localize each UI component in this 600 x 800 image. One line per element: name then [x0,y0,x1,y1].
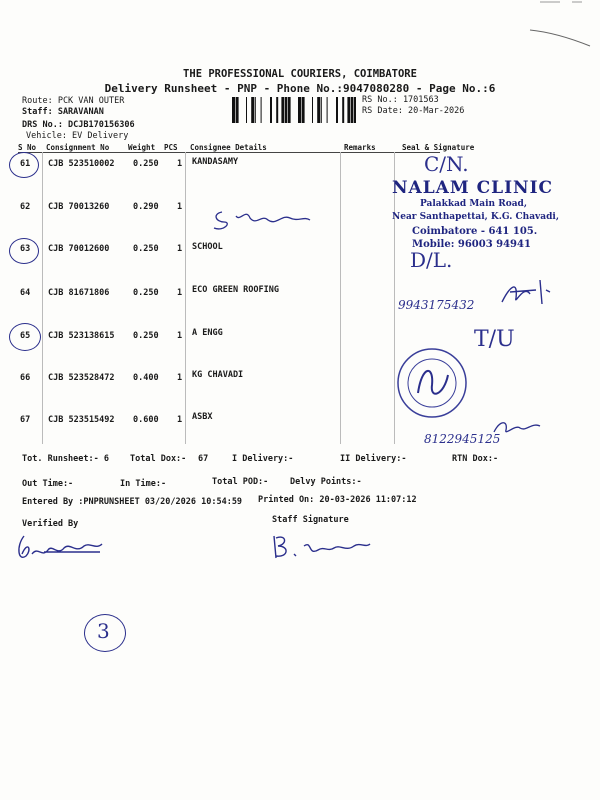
ii-delivery: II Delivery:- [340,454,407,464]
signature-row62 [210,204,320,234]
handwritten-phone: 9943175432 [398,298,475,312]
delvy-points: Delvy Points:- [290,477,362,487]
entered-by: Entered By :PNPRUNSHEET 03/20/2026 10:54:59 [22,497,243,507]
staff: Staff: SARAVANAN [22,107,104,117]
col-consignee: Consignee Details [190,143,267,152]
col-pcs: PCS [164,143,178,152]
barcode-bar [285,97,287,123]
route: Route: PCK VAN OUTER [22,96,125,106]
col-weight: Weight [128,143,156,152]
row-weight: 0.250 [133,244,159,254]
barcode-bar [317,97,320,123]
barcode-bar [336,97,338,123]
total-dox-label: Total Dox:- [130,454,187,464]
out-time: Out Time:- [22,479,74,489]
barcode-bar [347,97,350,123]
table-top-rule [18,152,440,153]
handwritten-phone: 8122945125 [424,432,501,446]
row-consignment: CJB 81671806 [48,288,110,298]
staff-signature-label: Staff Signature [272,515,349,525]
barcode-bar [261,97,262,123]
col-sep [185,152,186,444]
rs-date: RS Date: 20-Mar-2026 [362,106,465,116]
row-pcs: 1 [177,159,183,169]
stamp-line: Mobile: 96003 94941 [412,239,531,250]
row-weight: 0.250 [133,288,159,298]
handwritten-circle [9,238,39,264]
stamp-clinic-name: NALAM CLINIC [392,178,554,198]
row-weight: 0.290 [133,202,159,212]
barcode-bar [342,97,344,123]
barcode-bar [270,97,272,123]
barcode-bar [281,97,284,123]
col-consignment: Consignment No [46,143,110,152]
scan-artifact [520,0,600,50]
rs-number: RS No.: 1701563 [362,95,439,105]
barcode-bar [251,97,254,123]
signature-row67 [490,416,550,438]
handwritten-dl: D/L. [410,248,453,272]
col-seal: Seal & Signature [402,143,475,152]
verified-by: Verified By [22,519,79,529]
col-remarks: Remarks [344,143,376,152]
barcode-bar [298,97,301,123]
row-sno: 62 [20,202,31,212]
row-sno: 61 [20,159,31,169]
row-pcs: 1 [177,331,183,341]
col-sep [42,152,43,444]
row-pcs: 1 [177,415,183,425]
barcode-bar [327,97,328,123]
row-weight: 0.400 [133,373,159,383]
row-consignment: CJB 523528472 [48,373,115,383]
stamp-line: Palakkad Main Road, [420,199,527,209]
col-sno: S No [18,143,37,152]
row-weight: 0.250 [133,159,159,169]
barcode-bar [255,97,256,123]
row-pcs: 1 [177,288,183,298]
total-pod: Total POD:- [212,477,269,487]
col-sep [340,152,341,444]
handwritten-circle [9,323,41,351]
rtn-dox: RTN Dox:- [452,454,499,464]
stamp-line: Near Santhapettai, K.G. Chavadi, [392,212,559,222]
barcode-bar [302,97,305,123]
handwritten-circle [9,152,39,178]
row-weight: 0.600 [133,415,159,425]
verified-signature [14,532,106,566]
signature-row64 [496,276,556,308]
row-consignee: SCHOOL [192,242,223,252]
row-pcs: 1 [177,244,183,254]
barcode-bar [351,97,353,123]
stamp-line: Coimbatore - 641 105. [412,226,538,237]
row-consignee: ECO GREEN ROOFING [192,285,279,295]
barcode-bar [354,97,356,123]
row-sno: 66 [20,373,31,383]
handwritten-tu: T/U [474,327,515,352]
row-consignment: CJB 70012600 [48,244,110,254]
row-consignment: CJB 523138615 [48,331,115,341]
row-consignment: CJB 523510002 [48,159,115,169]
row-weight: 0.250 [133,331,159,341]
handwritten-cn: C/N. [424,152,469,176]
barcode-bar [236,97,239,123]
row-sno: 65 [20,331,31,341]
row-consignee: ASBX [192,412,213,422]
barcode [232,97,356,123]
row-sno: 63 [20,244,31,254]
row-pcs: 1 [177,202,183,212]
barcode-bar [321,97,322,123]
row-sno: 64 [20,288,31,298]
barcode-bar [246,97,247,123]
barcode-bar [288,97,291,123]
company-name: THE PROFESSIONAL COURIERS, COIMBATORE [183,68,417,80]
row-pcs: 1 [177,373,183,383]
runsheet-title: Delivery Runsheet - PNP - Phone No.:9047080280 - Page No.:6 [104,82,496,95]
row-consignment: CJB 70013260 [48,202,110,212]
barcode-bar [232,97,235,123]
handwritten-page-number: 3 [97,619,110,643]
total-dox-value: 67 [198,454,209,464]
row-consignee: KANDASAMY [192,157,239,167]
drs-number: DRS No.: DCJB170156306 [22,120,135,130]
row-sno: 67 [20,415,31,425]
staff-signature [268,530,372,564]
row-consignee: A ENGG [192,328,223,338]
row-consignment: CJB 523515492 [48,415,115,425]
in-time: In Time:- [120,479,167,489]
barcode-bar [276,97,278,123]
tot-runsheet: Tot. Runsheet:- 6 [22,454,109,464]
barcode-bar [312,97,313,123]
printed-on: Printed On: 20-03-2026 11:07:12 [258,495,417,505]
vehicle: Vehicle: EV Delivery [26,131,129,141]
row-consignee: KG CHAVADI [192,370,244,380]
i-delivery: I Delivery:- [232,454,294,464]
round-seal [392,345,472,421]
